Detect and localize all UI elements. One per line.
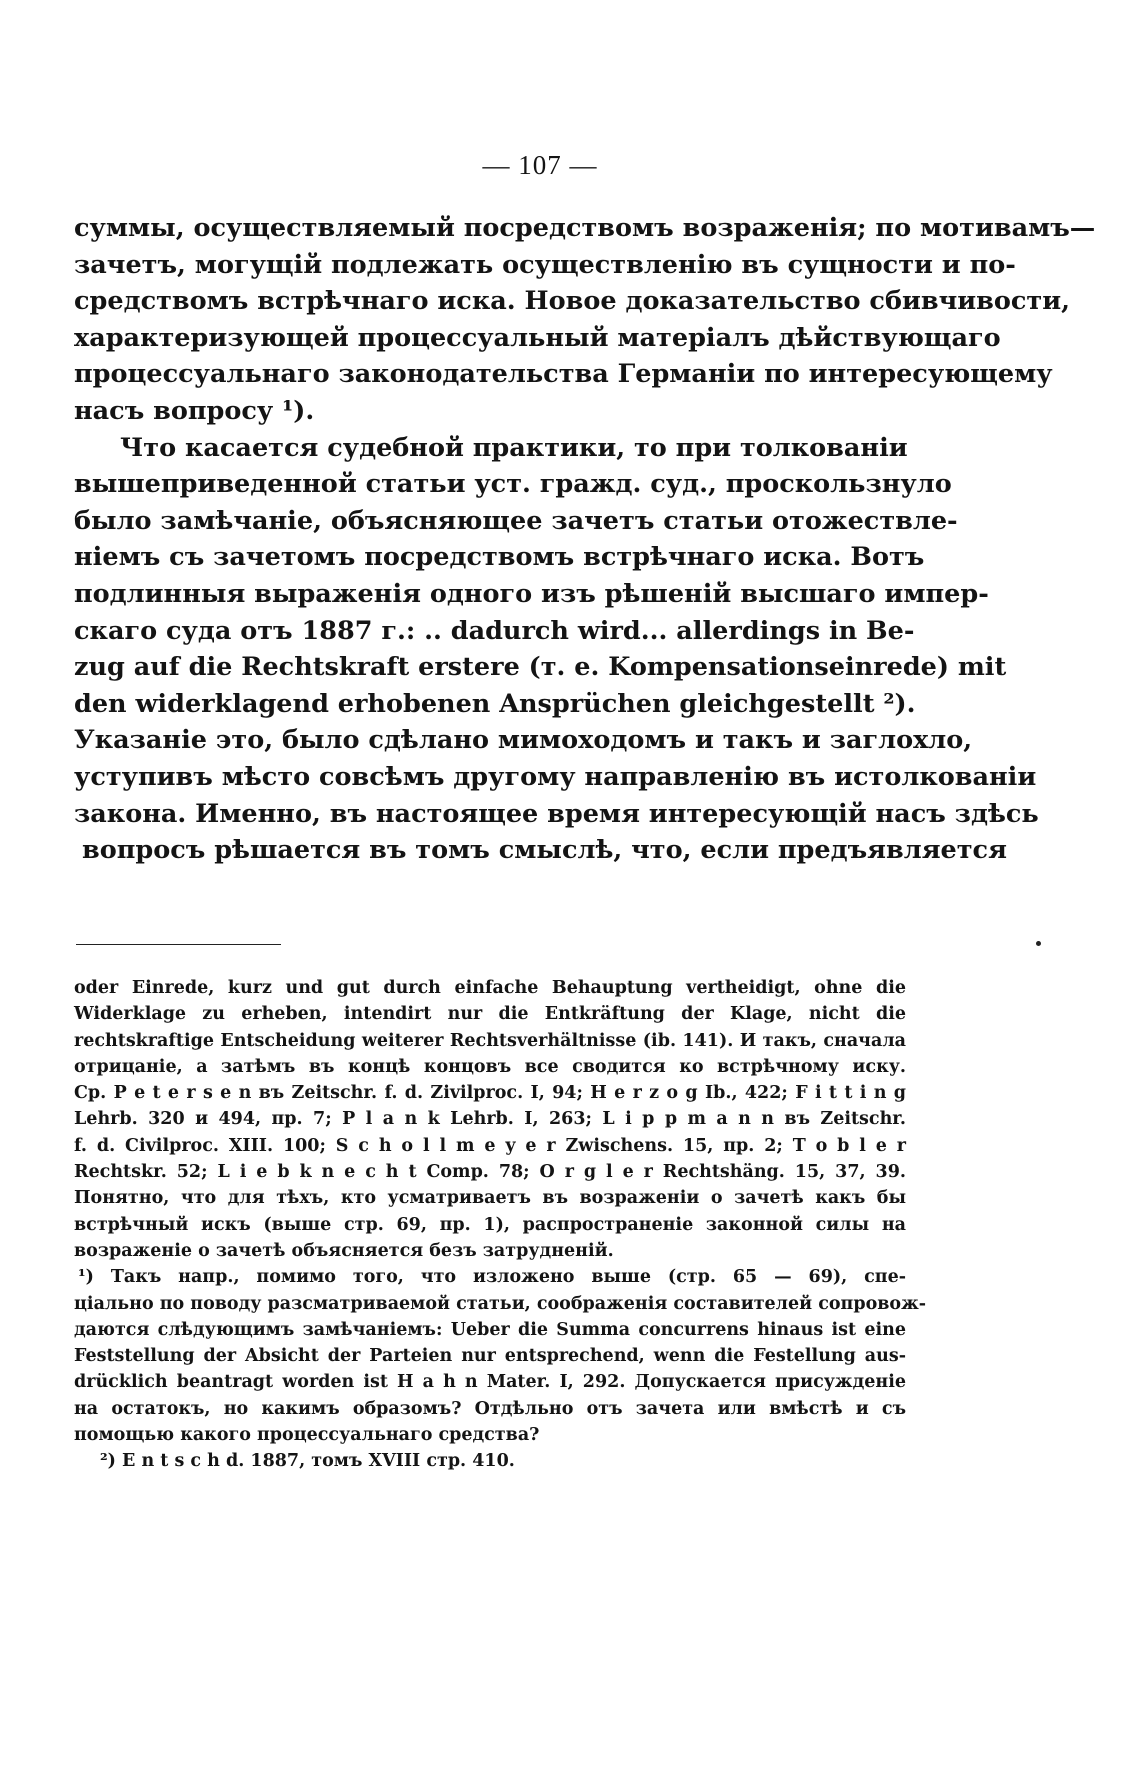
footnote-line: Rechtskr. 52; L i e b k n e c h t Comp. 78; O r g l e r Rechtshäng. 15, 37, 39. [74, 1162, 906, 1183]
footnote-line: drücklich beantragt worden ist H a h n Mater. I, 292. Допускается присужденіе [74, 1372, 906, 1393]
footnote-line: возраженіе о зачетѣ объясняется безъ затрудненій. [74, 1240, 614, 1261]
main-text-line: скаго суда отъ 1887 г.: .. dadurch wird... allerdings in Be- [74, 615, 915, 646]
footnote-line: даются слѣдующимъ замѣчаніемъ: Ueber die Summa concurrens hinaus ist eine [74, 1319, 906, 1340]
main-text-line: вопросъ рѣшается въ томъ смыслѣ, что, если предъявляется [82, 835, 1007, 866]
main-text-line: характеризующей процессуальный матеріалъ дѣйствующаго [74, 322, 1001, 353]
footnotes-block [74, 975, 927, 1475]
footnote-line: на остатокъ, но какимъ образомъ? Отдѣльно отъ зачета или вмѣстѣ и съ [74, 1398, 906, 1419]
footnote-separator-rule [76, 944, 281, 945]
main-text-line: средствомъ встрѣчнаго иска. Новое доказательство сбивчивости, [74, 286, 1071, 317]
footnote-line: ¹) Такъ напр., помимо того, что изложено выше (стр. 65 — 69), спе- [78, 1267, 906, 1288]
footnote-line: встрѣчный искъ (выше стр. 69, пр. 1), распространеніе законной силы на [74, 1214, 906, 1235]
footnote-line: помощью какого процессуальнаго средства? [74, 1425, 540, 1446]
footnote-line: oder Einrede, kurz und gut durch einfache Behauptung vertheidigt, ohne die [74, 978, 906, 998]
footnote-line: rechtskraftige Entscheidung weiterer Rechtsverhältnisse (ib. 141). И такъ, сначала [74, 1030, 906, 1051]
footnote-line: f. d. Civilproc. XIII. 100; S c h o l l m e y e r Zwischens. 15, пр. 2; T o b l e r [74, 1135, 906, 1156]
margin-dot [1036, 941, 1041, 946]
page-number: — 107 — [482, 150, 598, 180]
main-text-line: Указаніе это, было сдѣлано мимоходомъ и такъ и заглохло, [74, 725, 973, 756]
main-text-line: суммы, осуществляемый посредствомъ возраженія; по мотивамъ— [74, 213, 1096, 243]
main-text-line: подлинныя выраженія одного изъ рѣшеній высшаго импер- [74, 578, 989, 609]
main-text-line: насъ вопросу ¹). [74, 395, 315, 426]
footnote-line: отрицаніе, а затѣмъ въ концѣ концовъ все сводится ко встрѣчному иску. [74, 1056, 906, 1077]
footnote-line: Widerklage zu erheben, intendirt nur die Entkräftung der Klage, nicht die [74, 1004, 906, 1025]
main-text-line: zug auf die Rechtskraft erstere (т. е. Kompensationseinrede) mit [74, 652, 1007, 683]
main-text-line: закона. Именно, въ настоящее время интересующій насъ здѣсь [74, 798, 1039, 829]
main-text-line: уступивъ мѣсто совсѣмъ другому направленію въ истолкованіи [74, 761, 1037, 792]
main-text-line: процессуальнаго законодательства Германіи по интересующему [74, 359, 1053, 390]
footnote-line: ціально по поводу разсматриваемой статьи, соображенія составителей сопровож- [74, 1293, 927, 1314]
main-text-line: den widerklagend erhobenen Ansprüchen gleichgestellt ²). [74, 688, 916, 719]
footnote-line: Понятно, что для тѣхъ, кто усматриваетъ въ возраженіи о зачетѣ какъ бы [74, 1188, 906, 1209]
main-text-body [74, 210, 1096, 869]
footnote-line: Feststellung der Absicht der Parteien nur entsprechend, wenn die Festellung aus- [74, 1346, 906, 1367]
footnote-line: Lehrb. 320 и 494, пр. 7; P l a n k Lehrb. I, 263; L i p p m a n n въ Zeitschr. [74, 1109, 906, 1130]
footnote-line: Cp. P e t e r s e n въ Zeitschr. f. d. Zivilproc. I, 94; H e r z o g Ib., 422; F i t t i n g [74, 1083, 906, 1104]
main-text-line: было замѣчаніе, объясняющее зачетъ статьи отожествле- [74, 505, 958, 536]
main-text-line: вышеприведенной статьи уст. гражд. суд., проскользнуло [74, 469, 952, 500]
main-text-line: зачетъ, могущій подлежать осуществленію въ сущности и по- [74, 249, 1016, 280]
main-text-line: ніемъ съ зачетомъ посредствомъ встрѣчнаго иска. Вотъ [74, 542, 925, 573]
footnote-line: ²) E n t s c h d. 1887, томъ XVIII стр. 410. [100, 1451, 515, 1472]
main-text-line: Что касается судебной практики, то при толкованіи [120, 432, 908, 463]
